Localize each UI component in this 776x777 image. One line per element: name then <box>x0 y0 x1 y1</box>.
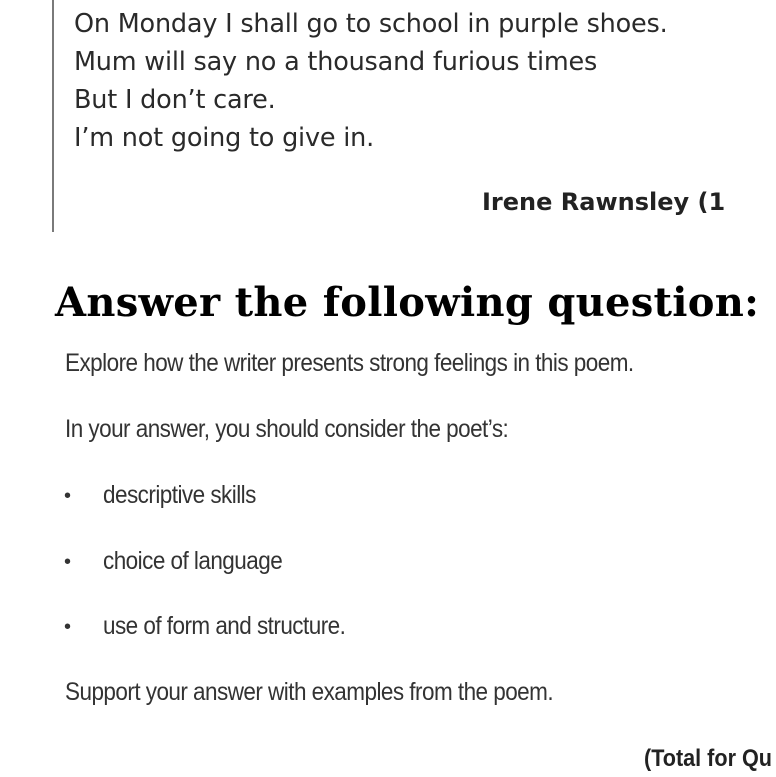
poem-line: On Monday I shall go to school in purple shoes. <box>74 9 668 39</box>
bullet-item: descriptive skills <box>103 481 256 509</box>
poem-line: Mum will say no a thousand furious times <box>74 47 598 77</box>
poem-line: I’m not going to give in. <box>74 123 374 153</box>
bullet-marker: • <box>64 616 72 638</box>
poem-author: Irene Rawnsley (1 <box>482 188 726 216</box>
question-prompt: Explore how the writer presents strong feelings in this poem. <box>65 349 634 377</box>
poem-line: But I don’t care. <box>74 85 276 115</box>
question-support: Support your answer with examples from the poem. <box>65 678 554 706</box>
bullet-marker: • <box>64 551 72 573</box>
bullet-marker: • <box>64 485 72 507</box>
bullet-item: use of form and structure. <box>103 612 346 640</box>
bullet-item: choice of language <box>103 547 283 575</box>
question-consider: In your answer, you should consider the poet’s: <box>65 415 509 443</box>
total-marks: (Total for Qu <box>644 745 772 772</box>
question-heading: Answer the following question: <box>55 279 760 326</box>
